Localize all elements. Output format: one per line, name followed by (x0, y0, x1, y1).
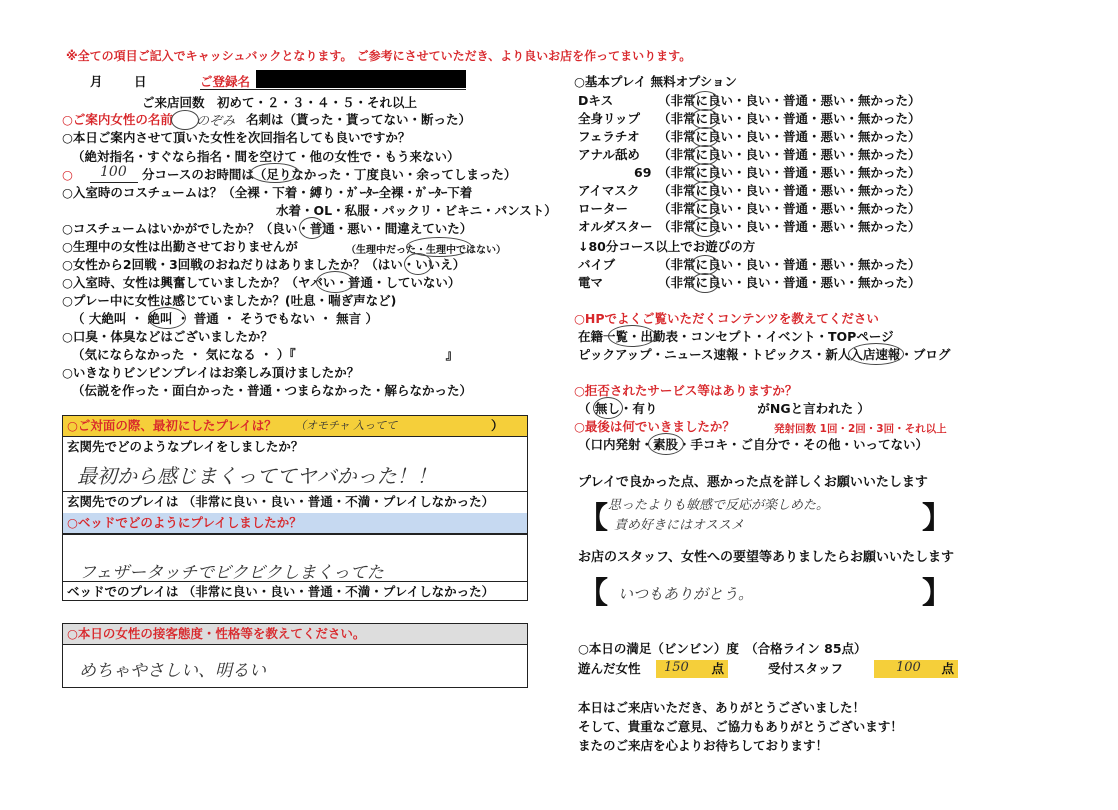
q-costume: ○入室時のコスチュームは？（全裸・下着・縛り・ｶﾞｰﾀｰ全裸・ｶﾞｰﾀｰ下着 (62, 185, 473, 200)
bed-play-rating: ベッドでのプレイは （非常に良い・良い・普通・不満・プレイしなかった） (67, 584, 495, 599)
q-feeling: ○プレー中に女性は感じていましたか？(吐息・喘ぎ声など) (62, 293, 397, 308)
divider (63, 534, 527, 535)
first-play-box (62, 415, 528, 601)
course-note: ↓80分コース以上でお遊びの方 (578, 239, 756, 254)
name-underline (200, 89, 466, 90)
q-period-opts: （生理中だった・生理中ではない） (346, 245, 506, 256)
satisfaction-title: ○本日の満足（ビンビン）度 （合格ライン 85点） (578, 641, 867, 656)
option-dkiss: Dキス (578, 93, 614, 108)
divider (63, 581, 527, 582)
answer-circle (691, 109, 719, 129)
answer-circle (316, 271, 354, 293)
answer-circle (691, 127, 719, 147)
q-odor: ○口臭・体臭などはございましたか？ (62, 329, 273, 344)
registered-name-label: ご登録名 (200, 74, 251, 89)
guide-name-handwritten: のぞみ (196, 114, 236, 129)
option-rating: （非常に良い・良い・普通・悪い・無かった） (658, 275, 921, 290)
option-69: 69 (634, 165, 652, 180)
bed-play-title: ○ベッドでどのようにプレイしましたか？ (67, 515, 302, 530)
q-costume-rating: ○コスチュームはいかがでしたか？（良い・普通・悪い・間違えていた） (62, 221, 473, 236)
option-rating: （非常に良い・良い・普通・悪い・無かった） (658, 165, 921, 180)
bed-play-answer[interactable]: フェザータッチでビクビクしまくってた (79, 563, 384, 583)
bracket-close: 】 (922, 501, 952, 536)
answer-circle (691, 255, 719, 275)
q-excited: ○入室時、女性は興奮していましたか？（ヤバい・普通・していない） (62, 275, 461, 290)
answer-circle (691, 217, 719, 237)
month-label: 月 (90, 74, 103, 89)
q-next-nominate: ○本日ご案内させて頂いた女性を次回指名しても良いですか？ (62, 130, 411, 145)
request-answer[interactable]: いつもありがとう。 (618, 585, 754, 603)
option-anal: アナル舐め (578, 147, 640, 162)
answer-circle (250, 163, 300, 183)
q-odor-opts: （気にならなかった ・ 気になる ・ ）『 』 (72, 347, 459, 362)
entrance-play-rating: 玄関先でのプレイは （非常に良い・良い・普通・不満・プレイしなかった） (67, 494, 495, 509)
header-notice: ※全ての項目ご記入でキャッシュバックとなります。 ご参考にさせていただき、より良いお店を作ってまいります。 (66, 49, 692, 63)
option-rating: （非常に良い・良い・普通・悪い・無かった） (658, 201, 921, 216)
course-minutes-handwritten: 100 (100, 164, 127, 180)
thanks-line-1: 本日はご来店いただき、ありがとうございました！ (578, 700, 866, 715)
answer-circle (691, 181, 719, 201)
finish-count: 発射回数 1回・2回・3回・それ以上 (774, 423, 947, 435)
option-rating: （非常に良い・良い・普通・悪い・無かった） (658, 257, 921, 272)
q-course-bullet: ○ (62, 167, 73, 182)
refused-line: （ 無し・有り がNGと言われた ） (578, 401, 870, 416)
q-costume-cont: 水着・OL・私服・パックリ・ビキニ・パンスト） (276, 203, 557, 218)
first-play-title-handwritten: （オモチャ 入ってて (295, 419, 398, 432)
option-zenshin-lip: 全身リップ (578, 111, 641, 126)
divider (63, 491, 527, 492)
option-rating: （非常に良い・良い・普通・悪い・無かった） (658, 111, 921, 126)
option-oldaster: オルダスター (578, 219, 653, 234)
attitude-title: ○本日の女性の接客態度・性格等を教えてください。 (67, 626, 366, 641)
option-rating: （非常に良い・良い・普通・悪い・無かった） (658, 219, 921, 234)
option-rating: （非常に良い・良い・普通・悪い・無かった） (658, 183, 921, 198)
option-vibe: バイブ (578, 257, 616, 272)
first-play-paren: ） (491, 418, 504, 433)
request-label: お店のスタッフ、女性への要望等ありましたらお願いいたします (578, 550, 954, 565)
answer-circle (691, 163, 719, 183)
bracket-close: 】 (922, 576, 952, 611)
answer-circle (691, 199, 719, 219)
attitude-box (62, 623, 528, 688)
q-guide-name: ○ご案内女性の名前 (62, 112, 173, 127)
point-label: 点 (941, 661, 954, 676)
hp-line-2: ピックアップ・ニュース速報・トピックス・新人入店速報・ブログ (578, 347, 951, 362)
option-eyemask: アイマスク (578, 183, 640, 198)
option-denma: 電マ (578, 275, 604, 290)
good-bad-label: プレイで良かった点、悪かった点を詳しくお願いいたします (578, 475, 928, 490)
q-next-nominate-opts: （絶対指名・すぐなら指名・間を空けて・他の女性で・もう来ない） (72, 149, 460, 164)
bracket-open: 【 (578, 501, 608, 536)
finish-opts: （口内発射・素股・手コキ・ご自分で・その他・いってない） (578, 437, 929, 452)
attitude-answer[interactable]: めちゃやさしい、明るい (79, 661, 266, 681)
answer-circle (648, 433, 684, 455)
answer-circle (691, 91, 719, 111)
answer-circle (593, 397, 623, 419)
finish-title: ○最後は何でいきましたか？ (574, 419, 735, 434)
answer-circle (171, 110, 199, 130)
answer-circle (691, 145, 719, 165)
answer-circle (848, 343, 904, 365)
option-rating: （非常に良い・良い・普通・悪い・無かった） (658, 147, 921, 162)
entrance-play-question: 玄関先でどのようなプレイをしましたか？ (67, 439, 304, 454)
good-bad-answer-2[interactable]: 責め好きにはオススメ (614, 518, 744, 533)
option-rotor: ローター (578, 201, 629, 216)
good-bad-answer-1[interactable]: 思ったよりも敏感で反応が楽しめた。 (608, 498, 830, 513)
q-second-round: ○女性から2回戦・3回戦のおねだりはありましたか？（はい・いいえ） (62, 257, 466, 272)
entrance-play-answer[interactable]: 最初から感じまくっててヤバかった！！ (77, 464, 437, 488)
q-course-time: 分コースのお時間は（足りなかった・丁度良い・余ってしまった） (142, 167, 517, 182)
basic-play-title: ○基本プレイ 無料オプション (574, 74, 738, 89)
redacted-name (256, 70, 466, 88)
staff-label: 受付スタッフ (768, 661, 844, 676)
played-label: 遊んだ女性 (578, 661, 641, 676)
staff-score: 100 (896, 660, 921, 675)
hp-title: ○HPでよくご覧いただくコンテンツを教えてください (574, 311, 879, 326)
answer-circle (608, 325, 656, 347)
thanks-line-3: またのご来店を心よりお待ちしております！ (578, 738, 829, 753)
staff-score-field[interactable] (874, 660, 958, 678)
q-binbin: ○いきなりビンビンプレイはお楽しみ頂けましたか？ (62, 365, 360, 380)
bracket-open: 【 (578, 576, 608, 611)
option-rating: （非常に良い・良い・普通・悪い・無かった） (658, 129, 921, 144)
answer-circle (299, 217, 325, 239)
q-feeling-opts: （ 大絶叫 ・ 絶叫 ・ 普通 ・ そうでもない ・ 無言 ） (72, 311, 379, 326)
answer-circle (691, 273, 719, 293)
day-label: 日 (134, 74, 147, 89)
q-period: ○生理中の女性は出勤させておりませんが (62, 239, 298, 254)
hp-line-1: 在籍一覧・出勤表・コンセプト・イベント・TOPページ (578, 329, 894, 344)
visit-count: ご来店回数 初めて・２・３・４・５・それ以上 (142, 95, 418, 110)
q-card: 名刺は（貰った・貰ってない・断った） (246, 112, 472, 127)
q-binbin-opts: （伝説を作った・面白かった・普通・つまらなかった・解らなかった） (72, 383, 473, 398)
course-underline (90, 182, 138, 183)
played-score-field[interactable] (656, 660, 728, 678)
refused-title: ○拒否されたサービス等はありますか？ (574, 383, 798, 398)
answer-circle (148, 307, 186, 329)
option-fellatio: フェラチオ (578, 129, 640, 144)
point-label: 点 (711, 661, 724, 676)
played-score: 150 (664, 660, 689, 675)
thanks-line-2: そして、貴重なご意見、ご協力もありがとうございます！ (578, 719, 903, 734)
first-play-title: ○ご対面の際、最初にしたプレイは？ (67, 418, 277, 433)
option-rating: （非常に良い・良い・普通・悪い・無かった） (658, 93, 921, 108)
answer-circle (404, 253, 432, 275)
